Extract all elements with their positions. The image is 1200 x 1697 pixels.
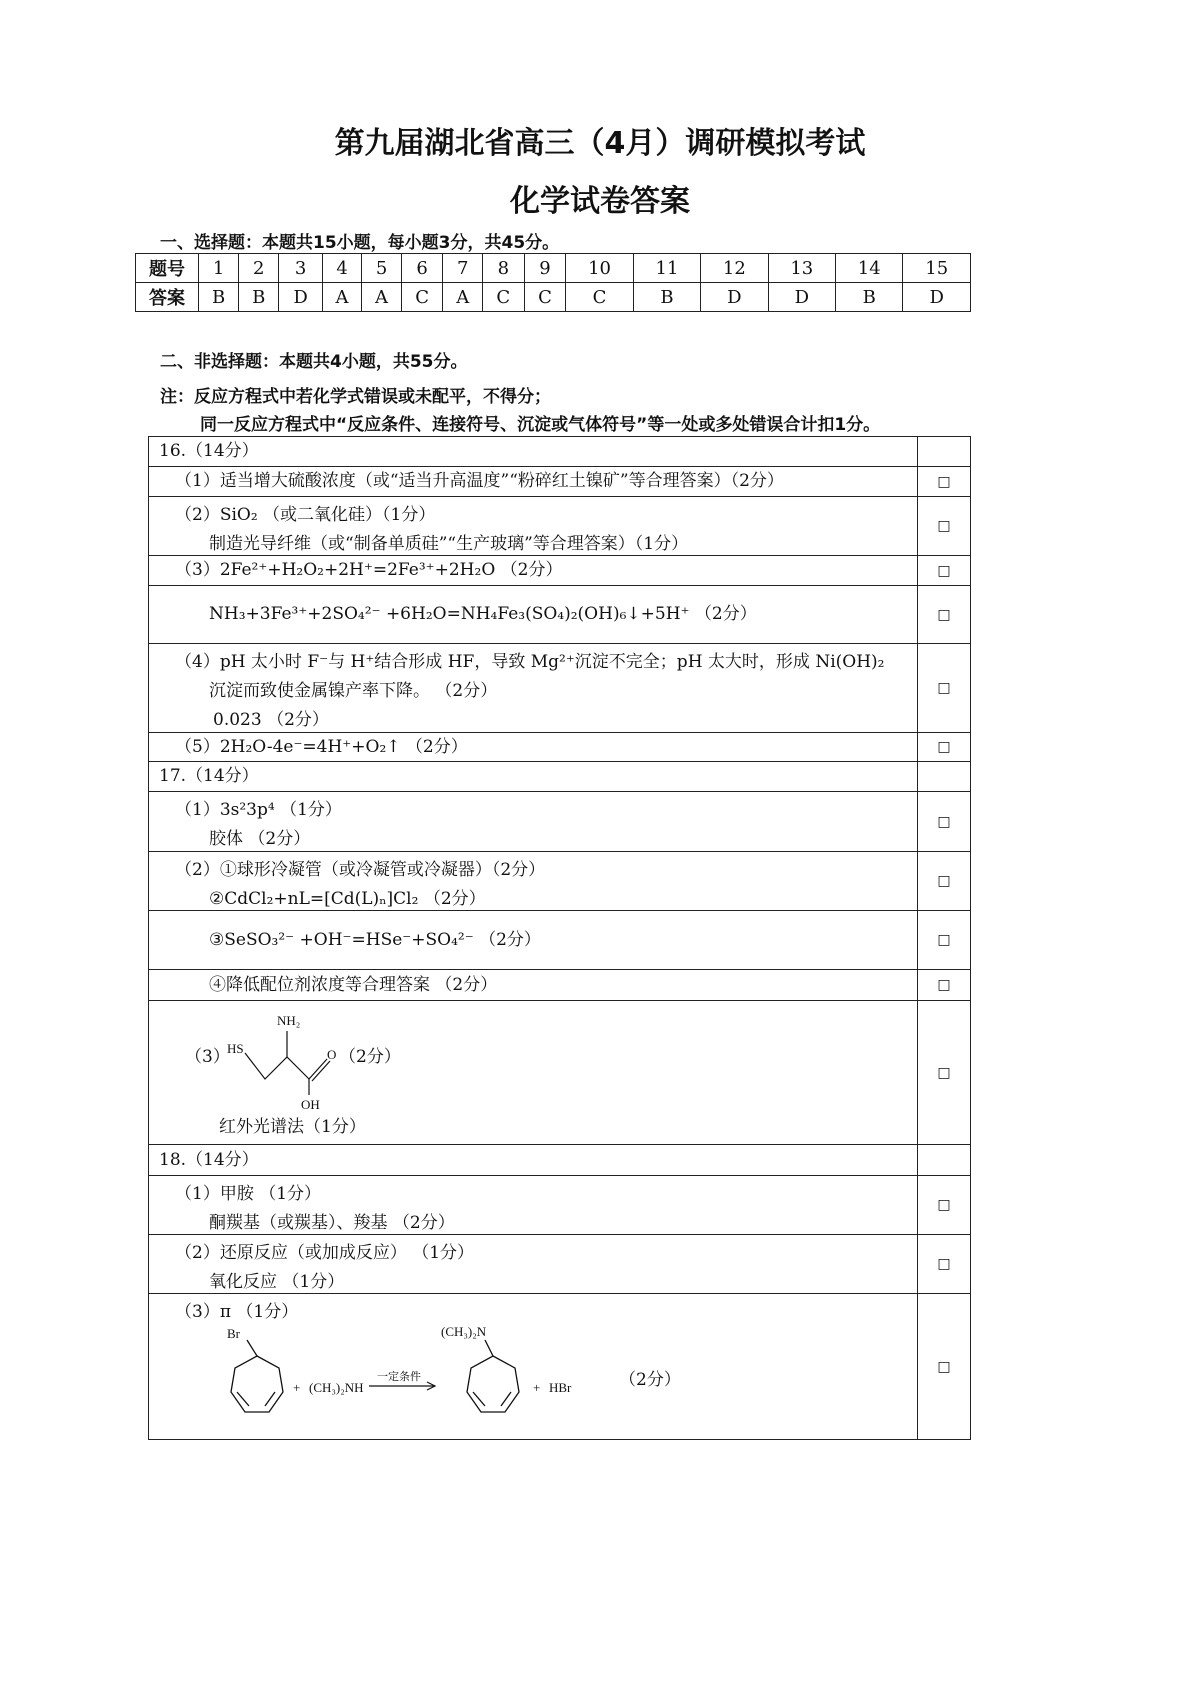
section1-header: 一、选择题：本题共15小题，每小题3分，共45分。 [160, 233, 560, 253]
q17-answer-2b: ②CdCl₂+nL=[Cd(L)ₙ]Cl₂ （2分） [209, 889, 486, 909]
answer-cell: C [566, 283, 633, 312]
q18-answer-3-score: （2分） [619, 1370, 681, 1390]
question-number: 3 [279, 254, 323, 283]
answer-cell: C [401, 283, 443, 312]
checkbox[interactable]: □ [917, 733, 970, 761]
multiple-choice-table [135, 253, 971, 312]
reagent-label: (CH₃)₂NH [309, 1380, 364, 1395]
checkbox[interactable]: □ [917, 586, 970, 643]
checkbox[interactable]: □ [917, 1176, 970, 1234]
question-number: 15 [903, 254, 971, 283]
o-label: O [327, 1047, 337, 1062]
q17-header: 17.（14分） [159, 766, 259, 786]
br-label: Br [227, 1326, 240, 1341]
checkbox[interactable]: □ [917, 1001, 970, 1144]
q17-answer-3b: 红外光谱法（1分） [219, 1117, 366, 1137]
question-number: 2 [239, 254, 279, 283]
condition-label: 一定条件 [377, 1371, 421, 1383]
checkbox[interactable]: □ [917, 497, 970, 555]
q17-answer-1a: （1）3s²3p⁴ （1分） [175, 800, 342, 820]
q18-answer-2a: （2）还原反应（或加成反应） （1分） [175, 1243, 475, 1263]
q16-answer-2b: 制造光导纤维（或“制备单质硅”“生产玻璃”等合理答案）（1分） [209, 534, 689, 554]
answer-cell: B [239, 283, 279, 312]
question-number-row [136, 254, 971, 283]
question-number: 11 [633, 254, 700, 283]
checkbox[interactable]: □ [917, 556, 970, 585]
plus-sign: + [533, 1380, 541, 1395]
note-line-1: 注：反应方程式中若化学式错误或未配平，不得分； [160, 387, 551, 407]
answer-cell: C [482, 283, 524, 312]
question-number: 9 [524, 254, 566, 283]
q16-answer-4a: （4）pH 太小时 F⁻与 H⁺结合形成 HF，导致 Mg²⁺沉淀不完全；pH 太大时，形成 Ni(OH)₂ [175, 652, 885, 672]
q17-answer-2c: ③SeSO₃²⁻ +OH⁻=HSe⁻+SO₄²⁻ （2分） [209, 929, 541, 950]
q16-answer-5: （5）2H₂O-4e⁻=4H⁺+O₂↑ （2分） [175, 736, 468, 757]
oh-label: OH [301, 1097, 320, 1112]
question-number: 7 [443, 254, 482, 283]
answer-cell: C [524, 283, 566, 312]
question-number: 8 [482, 254, 524, 283]
q17-answer-2a: （2）①球形冷凝管（或冷凝管或冷凝器）（2分） [175, 860, 546, 880]
question-number: 10 [566, 254, 633, 283]
checkbox[interactable]: □ [917, 970, 970, 1000]
q16-header: 16.（14分） [159, 441, 259, 461]
row-label: 答案 [136, 283, 199, 312]
nh2-label: NH₂ [277, 1013, 301, 1028]
q18-answer-2b: 氧化反应 （1分） [209, 1272, 345, 1292]
q17-answer-3-score: （2分） [339, 1047, 401, 1067]
checkbox[interactable]: □ [917, 644, 970, 732]
q16-answer-1: （1）适当增大硫酸浓度（或“适当升高温度”“粉碎红土镍矿”等合理答案）（2分） [175, 471, 784, 491]
q16-answer-4b: 沉淀而致使金属镍产率下降。 （2分） [209, 681, 498, 701]
hbr-label: HBr [549, 1380, 572, 1395]
row-label: 题号 [136, 254, 199, 283]
cysteine-structure [225, 1007, 337, 1112]
question-number: 5 [362, 254, 401, 283]
note-line-2: 同一反应方程式中“反应条件、连接符号、沉淀或气体符号”等一处或多处错误合计扣1分。 [200, 415, 881, 435]
answer-cell: D [701, 283, 768, 312]
empty-score-cell [917, 437, 970, 466]
answer-cell: A [322, 283, 361, 312]
checkbox[interactable]: □ [917, 1235, 970, 1293]
reaction-scheme [209, 1326, 629, 1436]
question-number: 4 [322, 254, 361, 283]
answer-cell: B [633, 283, 700, 312]
empty-score-cell [917, 1145, 970, 1175]
checkbox[interactable]: □ [917, 467, 970, 496]
plus-sign: + [293, 1380, 301, 1395]
q18-answer-3a: （3）π （1分） [175, 1302, 299, 1322]
question-number: 1 [199, 254, 239, 283]
nme2-label: (CH₃)₂N [441, 1324, 487, 1339]
page-subtitle: 化学试卷答案 [510, 184, 690, 219]
question-number: 6 [401, 254, 443, 283]
answer-row [136, 283, 971, 312]
q17-answer-2d: ④降低配位剂浓度等合理答案 （2分） [209, 974, 498, 995]
q16-answer-3b: NH₃+3Fe³⁺+2SO₄²⁻ +6H₂O=NH₄Fe₃(SO₄)₂(OH)₆↓+5H⁺ （2分） [209, 604, 757, 624]
checkbox[interactable]: □ [917, 792, 970, 851]
empty-score-cell [917, 762, 970, 791]
checkbox[interactable]: □ [917, 852, 970, 910]
answer-cell: D [903, 283, 971, 312]
checkbox[interactable]: □ [917, 911, 970, 969]
question-number: 12 [701, 254, 768, 283]
q18-answer-1a: （1）甲胺 （1分） [175, 1184, 322, 1204]
hs-label: HS [227, 1041, 244, 1056]
answer-cell: A [443, 283, 482, 312]
answer-cell: B [836, 283, 903, 312]
q16-answer-2a: （2）SiO₂ （或二氧化硅）（1分） [175, 505, 436, 525]
question-number: 13 [768, 254, 835, 283]
q18-header: 18.（14分） [159, 1149, 259, 1170]
answer-cell: D [279, 283, 323, 312]
q16-answer-4c: 0.023 （2分） [213, 710, 329, 730]
answer-cell: D [768, 283, 835, 312]
page-title: 第九届湖北省高三（4月）调研模拟考试 [334, 126, 866, 161]
q18-answer-1b: 酮羰基（或羰基）、羧基 （2分） [209, 1213, 455, 1233]
checkbox[interactable]: □ [917, 1294, 970, 1439]
q17-answer-3-label: （3） [185, 1047, 230, 1067]
q16-answer-3a: （3）2Fe²⁺+H₂O₂+2H⁺=2Fe³⁺+2H₂O （2分） [175, 560, 563, 580]
question-number: 14 [836, 254, 903, 283]
section2-header: 二、非选择题：本题共4小题，共55分。 [160, 352, 468, 372]
answer-table [148, 436, 971, 1440]
q17-answer-1b: 胶体 （2分） [209, 829, 311, 849]
answer-cell: B [199, 283, 239, 312]
answer-cell: A [362, 283, 401, 312]
